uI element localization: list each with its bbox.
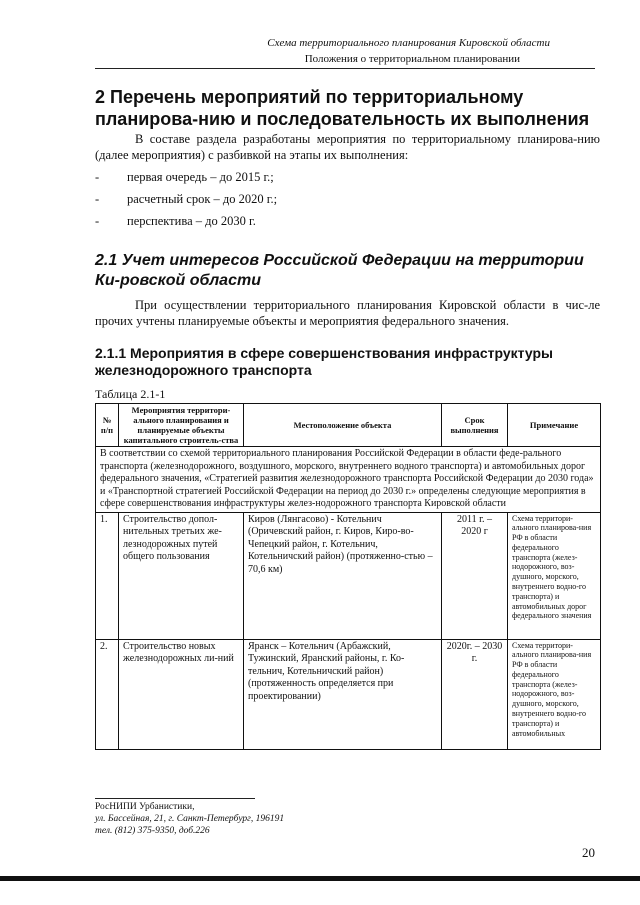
table-row xyxy=(96,512,601,639)
header-cell: № п/п xyxy=(96,404,119,447)
row-note: Схема территори-ального планирова-ния РФ в области федерального транспорта (желез-нодорожного, воз-душного, морского, внутреннего водно-го транспорта) и автомобильных xyxy=(508,639,601,749)
row-note: Схема территори-ального планирова-ния РФ в области федерального транспорта (желез-нодорожного, воз-душного, морского, внутреннего водно-го транспорта) и автомобильных дорог федерального значения xyxy=(508,512,601,639)
running-header-title: Схема территориального планирования Кировской области xyxy=(267,37,550,49)
footer-phone: тел. (812) 375-9350, доб.226 xyxy=(95,826,210,836)
row-term: 2020г. – 2030 г. xyxy=(442,639,508,749)
section-heading-2-1: 2.1 Учет интересов Российской Федерации на территории Ки-ровской области xyxy=(95,252,584,289)
row-measure: Строительство допол-нительных третьих же-лезнодорожных путей общего пользования xyxy=(119,512,244,639)
header-cell: Местоположение объекта xyxy=(244,404,442,447)
row-measure: Строительство новых железнодорожных ли-ний xyxy=(119,639,244,749)
table-caption: Таблица 2.1-1 xyxy=(95,387,166,401)
header-cell: Примечание xyxy=(508,404,601,447)
bottom-scan-bar xyxy=(0,876,640,881)
span-cell: В соответствии со схемой территориального планирования Российской Федерации в области феде-рального транспорта (железнодорожного, воздушного, морского, внутреннего водного транспорта) и автомобильных дорог федерального значения, «Стратегией развития железнодорожного транспорта Российской Федерации до 2030 года» и «Транспортной стратегией Российской Федерации на период до 2030 г.» определены следующие мероприятия в сфере совершенствования инфраструктуры желез-нодорожного транспорта Кировской области xyxy=(96,447,601,513)
section-heading-2-1-1: 2.1.1 Мероприятия в сфере совершенствования инфраструктуры железнодорожного транспорта xyxy=(95,345,553,378)
table-span-row xyxy=(96,447,601,513)
footer-rule xyxy=(95,798,255,799)
running-header-subtitle: Положения о территориальном планировании xyxy=(304,53,520,65)
table-row xyxy=(96,639,601,749)
row-location: Киров (Лянгасово) - Котельнич (Оричевский район, г. Киров, Киро-во-Чепецкий район, г. Котельнич, Котельничский район) (протяженно-стью – 70,6 км) xyxy=(244,512,442,639)
measures-table xyxy=(95,403,601,750)
row-number: 2. xyxy=(96,639,119,749)
row-location: Яранск – Котельнич (Арбажский, Тужинский, Яранский районы, г. Ко-тельнич, Котельничский район) (протяженность определяется при проектировании) xyxy=(244,639,442,749)
footer-block xyxy=(95,801,284,837)
header-cell: Срок выполнения xyxy=(442,404,508,447)
list-item: - расчетный срок – до 2020 г.; xyxy=(95,192,278,206)
section-heading-2: 2 Перечень мероприятий по территориальному планирова-нию и последовательность их выполнения xyxy=(95,87,590,129)
footer-org: РосНИПИ Урбанистики, xyxy=(95,802,195,812)
page-number: 20 xyxy=(582,845,595,860)
table-header-row xyxy=(96,404,601,447)
section-2-1-text: При осуществлении территориального планирования Кировской области в чис-ле прочих учтены планируемые объекты и мероприятия федерального значения. xyxy=(95,298,600,328)
list-item: - перспектива – до 2030 г. xyxy=(95,214,256,228)
list-item: - первая очередь – до 2015 г.; xyxy=(95,170,274,184)
stages-list xyxy=(95,169,277,235)
row-number: 1. xyxy=(96,512,119,639)
row-term: 2011 г. – 2020 г xyxy=(442,512,508,639)
header-rule xyxy=(95,68,595,69)
footer-address: ул. Бассейная, 21, г. Санкт-Петербург, 196191 xyxy=(95,814,285,824)
header-cell: Мероприятия территори-ального планирования и планируемые объекты капитального строитель-ства xyxy=(119,404,244,447)
section-2-intro: В составе раздела разработаны мероприятия по территориальному планирова-нию (далее мероприятия) с разбивкой на этапы их выполнения: xyxy=(95,132,600,162)
